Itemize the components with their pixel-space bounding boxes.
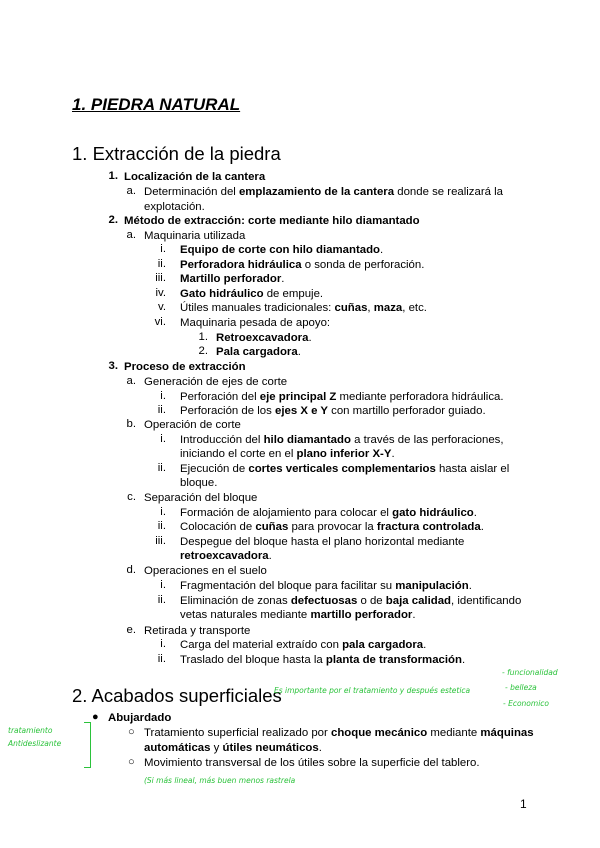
handwritten-note-bottom: (Si más lineal, más buen menos rastrela [144,776,296,785]
step-text: Traslado del bloque hasta la planta de transformación. [180,654,466,666]
machine-item: Gato hidráulico de empuje. [180,288,324,300]
roman-number: vi. [154,316,166,328]
step-text: Perforación del eje principal Z mediante perforadora hidráulica. [180,391,504,403]
step-text: Colocación de cuñas para provocar la fractura controlada. [180,521,484,533]
section-heading-acabados: 2. Acabados superficiales [72,685,282,706]
bullet-circle: ○ [128,756,135,768]
step-text: Ejecución de cortes verticales complementarios hasta aislar el [180,463,510,475]
handwritten-note-list-item: - funcionalidad [502,668,558,677]
bullet-dot: ● [92,711,99,723]
roman-number: i. [160,390,166,402]
roman-number: ii. [157,258,166,270]
roman-number: ii. [157,462,166,474]
handwritten-note-left: Antideslizante [8,739,62,748]
annotation-bracket [84,767,91,768]
step-text: Despegue del bloque hasta el plano horizontal mediante [180,536,465,548]
heavy-item: Retroexcavadora. [216,332,312,344]
roman-number: iv. [155,287,166,299]
step-text: Formación de alojamiento para colocar el gato hidráulico. [180,507,477,519]
page-number: 1 [520,797,527,811]
sub-text: Operaciones en el suelo [144,565,267,577]
roman-number: iii. [155,535,166,547]
step-text: Eliminación de zonas defectuosas o de baja calidad, identificando [180,595,522,607]
heavy-number: 1. [198,331,208,343]
step-text-cont: iniciando el corte en el plano inferior X-Y. [180,448,395,460]
sub-number: a. [126,185,136,197]
annotation-bracket [84,722,91,723]
handwritten-note-left: tratamiento [8,726,53,735]
sub-text: Determinación del emplazamiento de la cantera donde se realizará la [144,186,503,198]
annotation-bracket [90,722,91,768]
roman-number: ii. [157,594,166,606]
machine-item: Maquinaria pesada de apoyo: [180,317,331,329]
machine-item: Útiles manuales tradicionales: cuñas, maza, etc. [180,302,427,314]
sub-text: Generación de ejes de corte [144,376,288,388]
machine-item: Martillo perforador. [180,273,285,285]
bullet-circle: ○ [128,726,135,738]
bullet-text: Tratamiento superficial realizado por choque mecánico mediante máquinas [144,727,534,739]
sub-number: b. [126,418,136,430]
page-title: 1. PIEDRA NATURAL [72,95,241,114]
step-text: Introducción del hilo diamantado a través de las perforaciones, [180,434,504,446]
sub-text: Separación del bloque [144,492,258,504]
step-text: Fragmentación del bloque para facilitar su manipulación. [180,580,472,592]
sub-text: Operación de corte [144,419,241,431]
roman-number: i. [160,243,166,255]
machine-item: Perforadora hidráulica o sonda de perforación. [180,259,425,271]
sub-number: e. [126,624,136,636]
roman-number: i. [160,506,166,518]
roman-number: i. [160,433,166,445]
roman-number: ii. [157,520,166,532]
roman-number: i. [160,579,166,591]
step-text: Carga del material extraído con pala cargadora. [180,639,427,651]
bullet-text-cont: automáticas y útiles neumáticos. [144,742,322,754]
handwritten-note-list-item: - belleza [505,683,537,692]
heavy-number: 2. [198,345,208,357]
item-label: Localización de la cantera [124,171,266,183]
item-label: Método de extracción: corte mediante hilo diamantado [124,215,420,227]
step-text-cont: vetas naturales mediante martillo perforador. [180,609,416,621]
step-text: Perforación de los ejes X e Y con martillo perforador guiado. [180,405,486,417]
handwritten-note-list-item: - Economico [503,699,549,708]
sub-number: d. [126,564,136,576]
section-heading-extraccion: 1. Extracción de la piedra [72,143,281,164]
step-text-cont: bloque. [180,477,218,489]
roman-number: i. [160,638,166,650]
sub-number: a. [126,229,136,241]
item-number: 3. [108,360,118,372]
sub-text: Retirada y transporte [144,625,251,637]
sub-text: Maquinaria utilizada [144,230,246,242]
sub-number: a. [126,375,136,387]
item-label: Proceso de extracción [124,361,246,373]
sub-number: c. [127,491,136,503]
bullet-label: Abujardado [108,712,172,724]
sub-text-cont: explotación. [144,201,205,213]
roman-number: ii. [157,653,166,665]
bullet-text: Movimiento transversal de los útiles sobre la superficie del tablero. [144,757,480,769]
roman-number: ii. [157,404,166,416]
item-number: 1. [108,170,118,182]
machine-item: Equipo de corte con hilo diamantado. [180,244,384,256]
roman-number: iii. [155,272,166,284]
item-number: 2. [108,214,118,226]
step-text-cont: retroexcavadora. [180,550,272,562]
heavy-item: Pala cargadora. [216,346,301,358]
roman-number: v. [157,301,166,313]
handwritten-note-heading: Es importante por el tratamiento y después estetica [274,686,471,695]
